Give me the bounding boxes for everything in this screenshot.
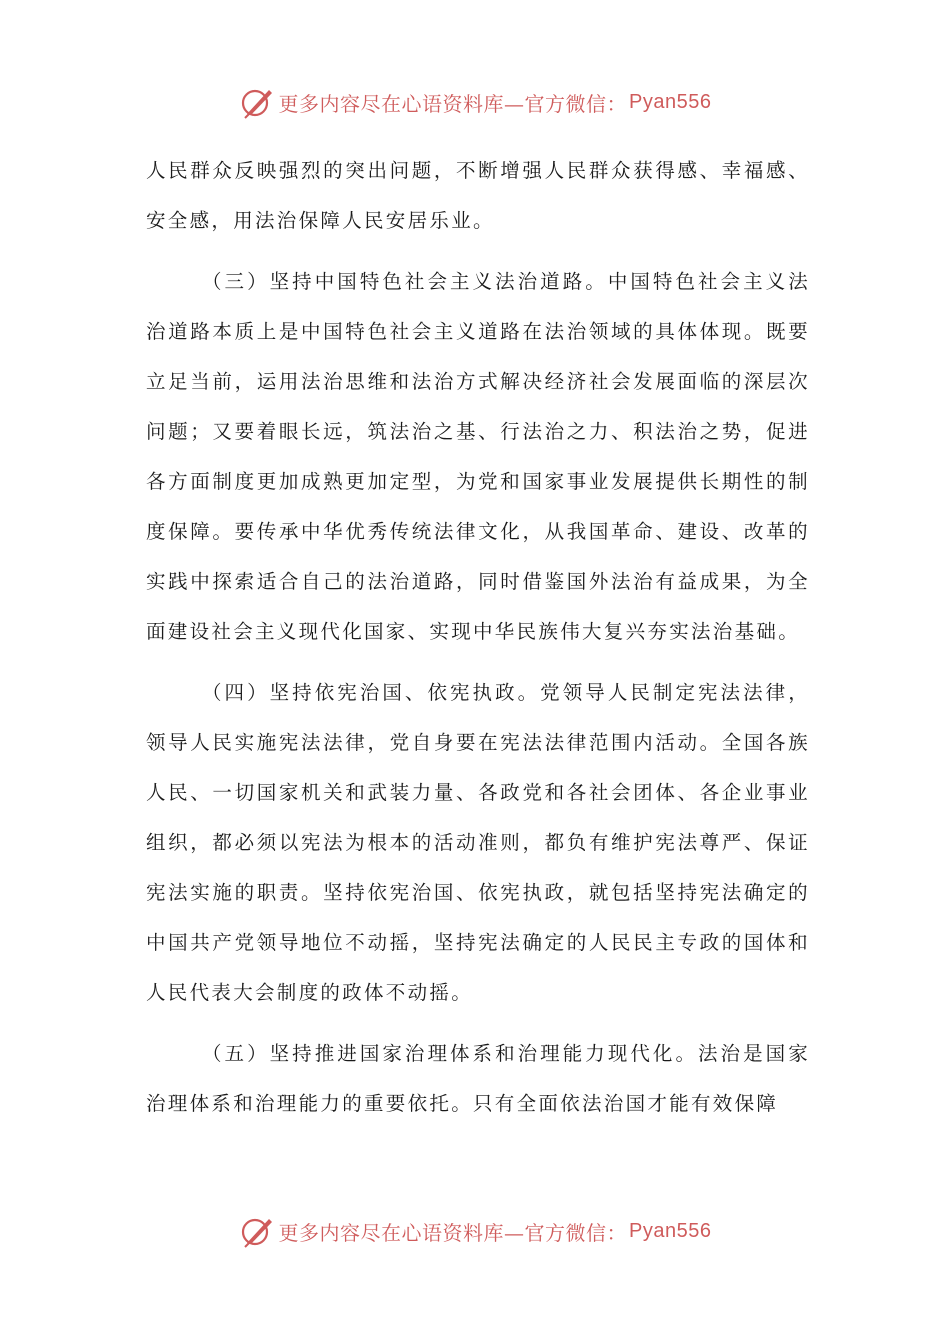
paragraph-section-5: （五）坚持推进国家治理体系和治理能力现代化。法治是国家治理体系和治理能力的重要依托。只有全面依法治国才能有效保障 [146,1042,810,1115]
paragraph-continuation: 人民群众反映强烈的突出问题，不断增强人民群众获得感、幸福感、安全感，用法治保障人民安居乐业。 [146,159,810,232]
banner-text: 更多内容尽在心语资料库—官方微信： [278,1220,628,1245]
document-body [146,146,810,1140]
paragraph-section-4: （四）坚持依宪治国、依宪执政。党领导人民制定宪法法律，领导人民实施宪法法律，党自身要在宪法法律范围内活动。全国各族人民、一切国家机关和武装力量、各政党和各社会团体、各企业事业组织，都必须以宪法为根本的活动准则，都负有维护宪法尊严、保证宪法实施的职责。坚持依宪治国、依宪执政，就包括坚持宪法确定的中国共产党领导地位不动摇，坚持宪法确定的人民民主专政的国体和人民代表大会制度的政体不动摇。 [146,681,810,1004]
quill-pen-icon [239,84,275,120]
banner-handle: Pyan556 [629,1219,712,1242]
footer-banner [0,1209,950,1253]
quill-pen-icon [239,1213,275,1249]
banner-handle: Pyan556 [629,90,712,113]
banner-text: 更多内容尽在心语资料库—官方微信： [278,91,628,116]
header-banner [0,80,950,124]
paragraph-section-3: （三）坚持中国特色社会主义法治道路。中国特色社会主义法治道路本质上是中国特色社会主义道路在法治领域的具体体现。既要立足当前，运用法治思维和法治方式解决经济社会发展面临的深层次问题；又要着眼长远，筑法治之基、行法治之力、积法治之势，促进各方面制度更加成熟更加定型，为党和国家事业发展提供长期性的制度保障。要传承中华优秀传统法律文化，从我国革命、建设、改革的实践中探索适合自己的法治道路，同时借鉴国外法治有益成果，为全面建设社会主义现代化国家、实现中华民族伟大复兴夯实法治基础。 [146,270,810,643]
